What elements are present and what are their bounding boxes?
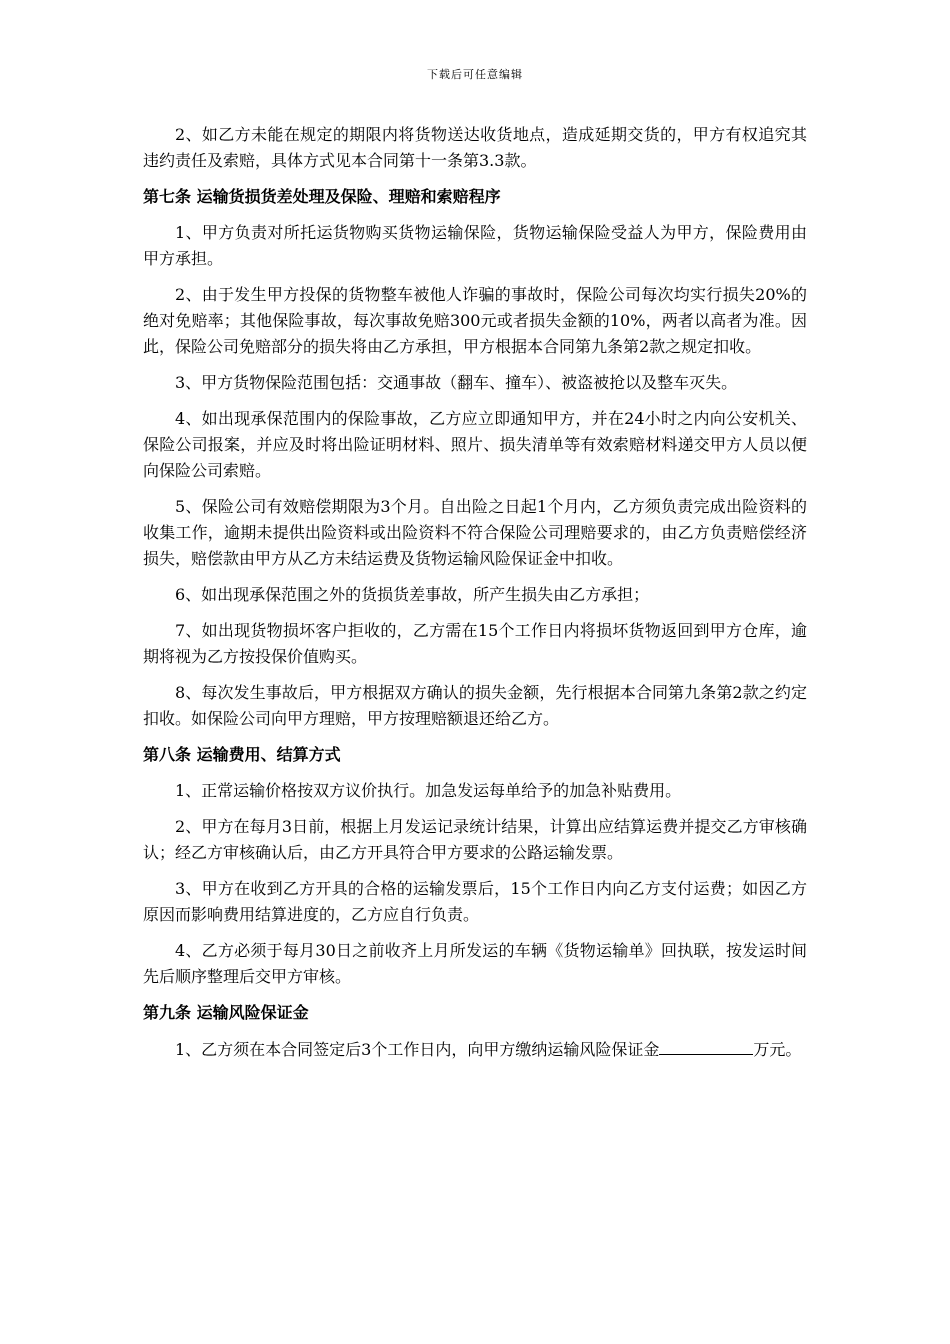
- section-heading: 第九条 运输风险保证金: [143, 1003, 309, 1022]
- paragraph: 3、甲方在收到乙方开具的合格的运输发票后，15个工作日内向乙方支付运费；如因乙方原因而影响费用结算进度的，乙方应自行负责。: [143, 879, 807, 924]
- document-body: [143, 122, 807, 1073]
- paragraph: 5、保险公司有效赔偿期限为3个月。自出险之日起1个月内，乙方须负责完成出险资料的收集工作，逾期未提供出险资料或出险资料不符合保险公司理赔要求的，由乙方负责赔偿经济损失，赔偿款由甲方从乙方未结运费及货物运输风险保证金中扣收。: [143, 497, 807, 568]
- paragraph: 6、如出现承保范围之外的货损货差事故，所产生损失由乙方承担；: [175, 585, 650, 604]
- paragraph-text-after: 万元。: [753, 1040, 802, 1059]
- paragraph: 1、正常运输价格按双方议价执行。加急发运每单给予的加急补贴费用。: [175, 781, 682, 800]
- section-heading: 第七条 运输货损货差处理及保险、理赔和索赔程序: [143, 187, 501, 206]
- paragraph-with-blank: [143, 1036, 807, 1063]
- section-heading: 第八条 运输费用、结算方式: [143, 745, 341, 764]
- fill-in-blank: [659, 1036, 753, 1055]
- paragraph: 2、甲方在每月3日前，根据上月发运记录统计结果，计算出应结算运费并提交乙方审核确认；经乙方审核确认后，由乙方开具符合甲方要求的公路运输发票。: [143, 817, 807, 862]
- paragraph: 2、如乙方未能在规定的期限内将货物送达收货地点，造成延期交货的，甲方有权追究其违约责任及索赔，具体方式见本合同第十一条第3.3款。: [143, 125, 807, 170]
- paragraph: 7、如出现货物损坏客户拒收的，乙方需在15个工作日内将损坏货物返回到甲方仓库，逾期将视为乙方按投保价值购买。: [143, 621, 807, 666]
- paragraph: 4、乙方必须于每月30日之前收齐上月所发运的车辆《货物运输单》回执联，按发运时间先后顺序整理后交甲方审核。: [143, 941, 807, 986]
- paragraph: 1、甲方负责对所托运货物购买货物运输保险，货物运输保险受益人为甲方，保险费用由甲方承担。: [143, 223, 807, 268]
- paragraph: 2、由于发生甲方投保的货物整车被他人诈骗的事故时，保险公司每次均实行损失20%的绝对免赔率；其他保险事故，每次事故免赔300元或者损失金额的10%，两者以高者为准。因此，保险公司免赔部分的损失将由乙方承担，甲方根据本合同第九条第2款之规定扣收。: [143, 285, 807, 356]
- paragraph: 4、如出现承保范围内的保险事故，乙方应立即通知甲方，并在24小时之内向公安机关、保险公司报案，并应及时将出险证明材料、照片、损失清单等有效索赔材料递交甲方人员以便向保险公司索赔。: [143, 409, 807, 480]
- page-header: 下载后可任意编辑: [427, 68, 523, 81]
- paragraph: 3、甲方货物保险范围包括：交通事故（翻车、撞车）、被盗被抢以及整车灭失。: [175, 373, 738, 392]
- paragraph: 8、每次发生事故后，甲方根据双方确认的损失金额，先行根据本合同第九条第2款之约定扣收。如保险公司向甲方理赔，甲方按理赔额退还给乙方。: [143, 683, 807, 728]
- paragraph-text-before: 1、乙方须在本合同签定后3个工作日内，向甲方缴纳运输风险保证金: [175, 1040, 660, 1059]
